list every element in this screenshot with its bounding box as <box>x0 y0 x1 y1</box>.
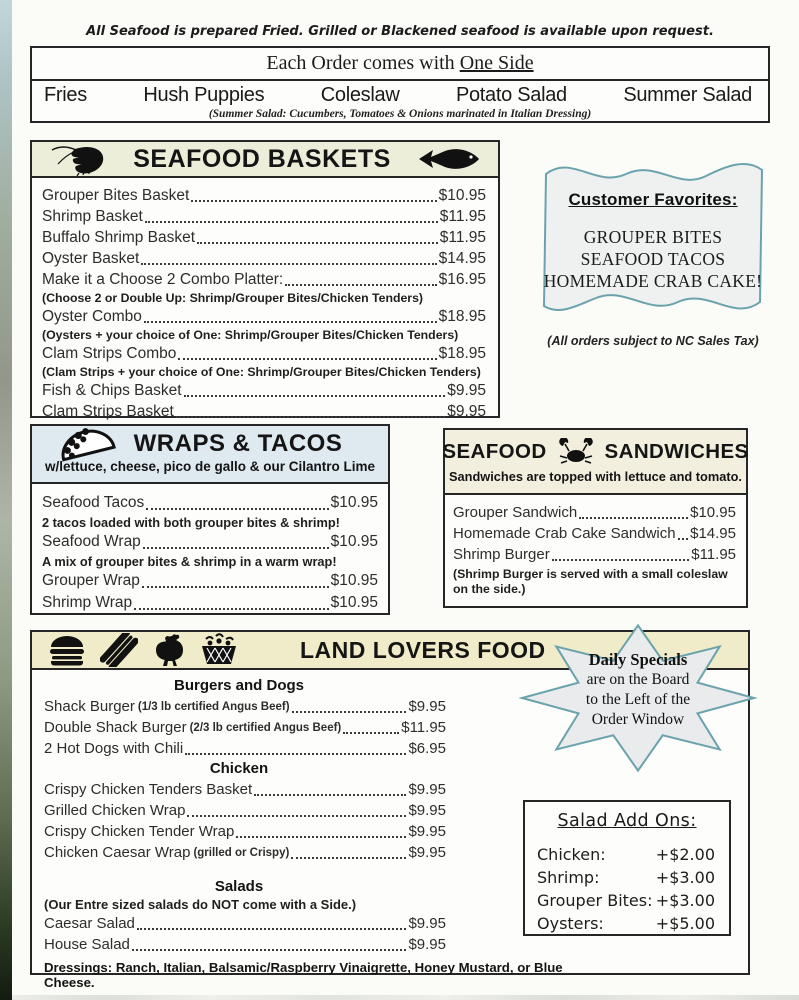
addon-name: Oysters: <box>537 914 604 933</box>
sides-heading-prefix: Each Order comes with <box>266 52 455 74</box>
item-name: Chicken Caesar Wrap <box>44 844 191 861</box>
item-description: 2 tacos loaded with both grouper bites & shrimp! <box>42 515 340 530</box>
item-name: Clam Strips Combo <box>42 345 177 362</box>
wraps-tacos-list <box>32 484 388 614</box>
seafood-baskets-list <box>32 178 498 422</box>
customer-favorites-title: Customer Favorites: <box>568 190 738 209</box>
dotted-leader <box>678 538 689 540</box>
item-price: $9.95 <box>447 382 486 399</box>
summer-salad-note: (Summer Salad: Cucumbers, Tomatoes & Onions marinated in Italian Dressing) <box>208 108 592 120</box>
favorite-item: GROUPER BITES <box>583 227 723 247</box>
item-name: Grouper Bites Basket <box>42 187 190 204</box>
sides-list <box>32 81 768 107</box>
item-name: Caesar Salad <box>44 915 135 932</box>
burger-icon <box>48 634 86 666</box>
menu-item-row <box>44 821 446 842</box>
dotted-leader <box>185 753 406 755</box>
dotted-leader <box>142 586 329 588</box>
item-price: $9.95 <box>408 936 446 953</box>
item-name: Fish & Chips Basket <box>42 382 182 399</box>
item-detail: (2/3 lb certified Angus Beef) <box>189 722 342 734</box>
addon-row <box>537 843 715 866</box>
item-name: Shrimp Wrap <box>42 594 133 611</box>
seafood-baskets-section <box>30 140 500 418</box>
seafood-sandwiches-title-left: SEAFOOD <box>442 440 547 463</box>
dressings-note: Dressings: Ranch, Italian, Balsamic/Raspberry Vinaigrette, Honey Mustard, or Blue Cheese. <box>44 960 563 990</box>
shrimp-burger-note: (Shrimp Burger is served with a small coleslaw on the side.) <box>453 567 728 596</box>
item-price: $9.95 <box>408 698 446 715</box>
dotted-leader <box>552 559 690 561</box>
customer-favorites-text <box>536 190 770 292</box>
menu-item-row <box>44 842 446 863</box>
favorite-item: HOMEMADE CRAB CAKE! <box>543 271 763 291</box>
dotted-leader <box>141 263 436 265</box>
hot-dog-icon <box>100 633 138 667</box>
daily-specials-line4: Order Window <box>591 711 685 728</box>
land-lovers-title: LAND LOVERS FOOD <box>300 636 546 663</box>
item-name: 2 Hot Dogs with Chili <box>44 740 184 757</box>
menu-item-row <box>44 779 446 800</box>
item-name: Grilled Chicken Wrap <box>44 802 186 819</box>
addon-name: Chicken: <box>537 845 606 864</box>
menu-item-row <box>453 523 736 544</box>
dotted-leader <box>144 321 437 323</box>
seafood-sandwiches-header <box>442 430 749 495</box>
item-name: Buffalo Shrimp Basket <box>42 229 196 246</box>
item-name: Clam Strips Basket <box>42 403 174 420</box>
item-name: Double Shack Burger <box>44 719 187 736</box>
dotted-leader <box>197 242 438 244</box>
item-name: Grouper Sandwich <box>453 504 578 521</box>
item-price: $9.95 <box>408 781 446 798</box>
item-price: $10.95 <box>330 494 378 511</box>
menu-item-row <box>44 717 446 738</box>
menu-item-row <box>42 570 378 592</box>
dotted-leader <box>292 711 407 713</box>
menu-item-row <box>44 934 446 955</box>
menu-item-note: (Clam Strips + your choice of One: Shrimp/Grouper Bites/Chicken Tenders) <box>42 365 481 379</box>
menu-item-row <box>42 592 378 614</box>
seafood-sandwiches-list <box>445 495 746 597</box>
addon-name: Grouper Bites: <box>537 891 653 910</box>
side-item: Hush Puppies <box>143 84 265 106</box>
addon-price: +$3.00 <box>655 891 715 910</box>
item-detail: (grilled or Crispy) <box>193 847 290 859</box>
fish-icon <box>417 146 481 172</box>
menu-item-row <box>42 306 486 327</box>
item-name: Crispy Chicken Tenders Basket <box>44 781 253 798</box>
dotted-leader <box>254 794 406 796</box>
item-price: $10.95 <box>330 572 378 589</box>
sides-heading-underlined: One Side <box>459 52 534 74</box>
land-lovers-list <box>32 670 563 990</box>
item-price: $9.95 <box>408 802 446 819</box>
salads-heading: Salads <box>214 878 264 895</box>
menu-item-row <box>42 492 378 514</box>
menu-item-note: (Oysters + your choice of One: Shrimp/Grouper Bites/Chicken Tenders) <box>42 328 459 342</box>
seafood-preparation-note: All Seafood is prepared Fried. Grilled or Blackened seafood is available upon request. <box>86 24 714 39</box>
addon-price: +$5.00 <box>655 914 715 933</box>
chicken-heading: Chicken <box>209 760 269 777</box>
daily-specials-line1: Daily Specials <box>588 650 688 669</box>
menu-item-row <box>42 531 378 553</box>
dotted-leader <box>187 815 406 817</box>
item-name: Shack Burger <box>44 698 135 715</box>
item-price: $18.95 <box>438 308 486 325</box>
seafood-baskets-title: SEAFOOD BASKETS <box>133 144 391 173</box>
dotted-leader <box>579 517 688 519</box>
seafood-sandwiches-section <box>443 428 748 608</box>
salad-addons-box <box>523 800 731 936</box>
item-price: $18.95 <box>438 345 486 362</box>
item-price: $9.95 <box>408 823 446 840</box>
item-name: Make it a Choose 2 Combo Platter: <box>42 271 284 288</box>
burgers-dogs-heading: Burgers and Dogs <box>173 677 305 694</box>
addon-name: Shrimp: <box>537 868 600 887</box>
dotted-leader <box>132 949 407 951</box>
photo-edge-left <box>0 0 12 1000</box>
item-name: Oyster Combo <box>42 308 142 325</box>
side-item: Potato Salad <box>455 84 567 106</box>
customer-favorites-banner <box>536 146 770 356</box>
item-price: $16.95 <box>438 271 486 288</box>
item-name: Homemade Crab Cake Sandwich <box>453 525 676 542</box>
item-price: $10.95 <box>330 533 378 550</box>
sales-tax-note: (All orders subject to NC Sales Tax) <box>547 334 759 348</box>
salad-addons-title: Salad Add Ons: <box>557 811 697 831</box>
item-name: Shrimp Basket <box>42 208 143 225</box>
item-price: $14.95 <box>438 250 486 267</box>
item-name: Grouper Wrap <box>42 572 140 589</box>
addon-row <box>537 866 715 889</box>
crab-icon <box>555 438 597 466</box>
menu-item-row <box>42 185 486 206</box>
item-name: Crispy Chicken Tender Wrap <box>44 823 235 840</box>
seafood-sandwiches-subtitle: Sandwiches are topped with lettuce and tomato. <box>449 469 742 484</box>
daily-specials-text <box>518 650 758 730</box>
menu-item-row <box>453 544 736 565</box>
menu-item-row <box>42 380 486 401</box>
item-price: $11.95 <box>401 719 446 736</box>
item-price: $10.95 <box>330 594 378 611</box>
item-price: $10.95 <box>690 504 736 521</box>
menu-item-row <box>42 206 486 227</box>
dotted-leader <box>145 221 438 223</box>
menu-item-row <box>42 269 486 290</box>
item-price: $11.95 <box>439 229 486 246</box>
salad-addons-list <box>525 831 729 935</box>
item-detail: (1/3 lb certified Angus Beef) <box>137 701 290 713</box>
item-description: A mix of grouper bites & shrimp in a warm wrap! <box>42 554 337 569</box>
wraps-tacos-title: WRAPS & TACOS <box>133 430 343 457</box>
daily-specials-line3: to the Left of the <box>585 691 691 708</box>
dotted-leader <box>184 395 446 397</box>
taco-icon <box>54 416 116 462</box>
seafood-baskets-header <box>32 142 498 178</box>
wraps-tacos-header <box>32 426 388 484</box>
shrimp-icon <box>49 142 107 176</box>
land-lovers-icons <box>32 633 240 667</box>
daily-specials-star <box>518 620 758 776</box>
daily-specials-line2: are on the Board <box>586 671 690 688</box>
menu-item-row <box>42 248 486 269</box>
menu-item-row <box>44 800 446 821</box>
photo-edge-bottom <box>12 995 799 1000</box>
menu-item-row <box>44 738 446 759</box>
menu-item-row <box>42 227 486 248</box>
item-price: $14.95 <box>690 525 736 542</box>
dotted-leader <box>176 416 445 418</box>
dotted-leader <box>191 200 436 202</box>
item-price: $6.95 <box>408 740 446 757</box>
item-price: $9.95 <box>447 403 486 420</box>
item-name: Oyster Basket <box>42 250 140 267</box>
item-name: Seafood Wrap <box>42 533 141 550</box>
salads-note: (Our Entre sized salads do NOT come with a Side.) <box>44 897 357 912</box>
item-price: $11.95 <box>439 208 486 225</box>
sides-box <box>30 46 770 123</box>
dotted-leader <box>285 284 436 286</box>
wraps-tacos-subtitle: w/lettuce, cheese, pico de gallo & our Cilantro Lime <box>44 459 376 474</box>
item-name: Shrimp Burger <box>453 546 550 563</box>
menu-item-note: (Choose 2 or Double Up: Shrimp/Grouper Bites/Chicken Tenders) <box>42 291 424 305</box>
dotted-leader <box>143 547 329 549</box>
dotted-leader <box>137 928 407 930</box>
item-name: Seafood Tacos <box>42 494 145 511</box>
sides-heading <box>32 48 768 81</box>
item-price: $11.95 <box>691 546 736 563</box>
item-price: $10.95 <box>438 187 486 204</box>
menu-item-row <box>42 343 486 364</box>
side-item: Fries <box>44 84 87 106</box>
dotted-leader <box>291 857 406 859</box>
chicken-icon <box>152 633 184 667</box>
addon-row <box>537 889 715 912</box>
addon-row <box>537 912 715 935</box>
item-price: $9.95 <box>408 844 446 861</box>
wraps-tacos-section <box>30 424 390 615</box>
item-name: House Salad <box>44 936 130 953</box>
dotted-leader <box>178 358 436 360</box>
side-item: Summer Salad <box>623 84 752 106</box>
item-price: $9.95 <box>408 915 446 932</box>
seafood-sandwiches-title-right: SANDWICHES <box>604 440 749 463</box>
dotted-leader <box>343 732 399 734</box>
side-item: Coleslaw <box>320 84 400 106</box>
dotted-leader <box>236 836 406 838</box>
dotted-leader <box>134 608 328 610</box>
favorite-item: SEAFOOD TACOS <box>580 249 726 269</box>
addon-price: +$3.00 <box>655 868 715 887</box>
menu-item-row <box>453 502 736 523</box>
food-basket-icon <box>198 633 240 667</box>
menu-item-row <box>44 696 446 717</box>
menu-item-row <box>44 913 446 934</box>
addon-price: +$2.00 <box>655 845 715 864</box>
dotted-leader <box>146 508 328 510</box>
